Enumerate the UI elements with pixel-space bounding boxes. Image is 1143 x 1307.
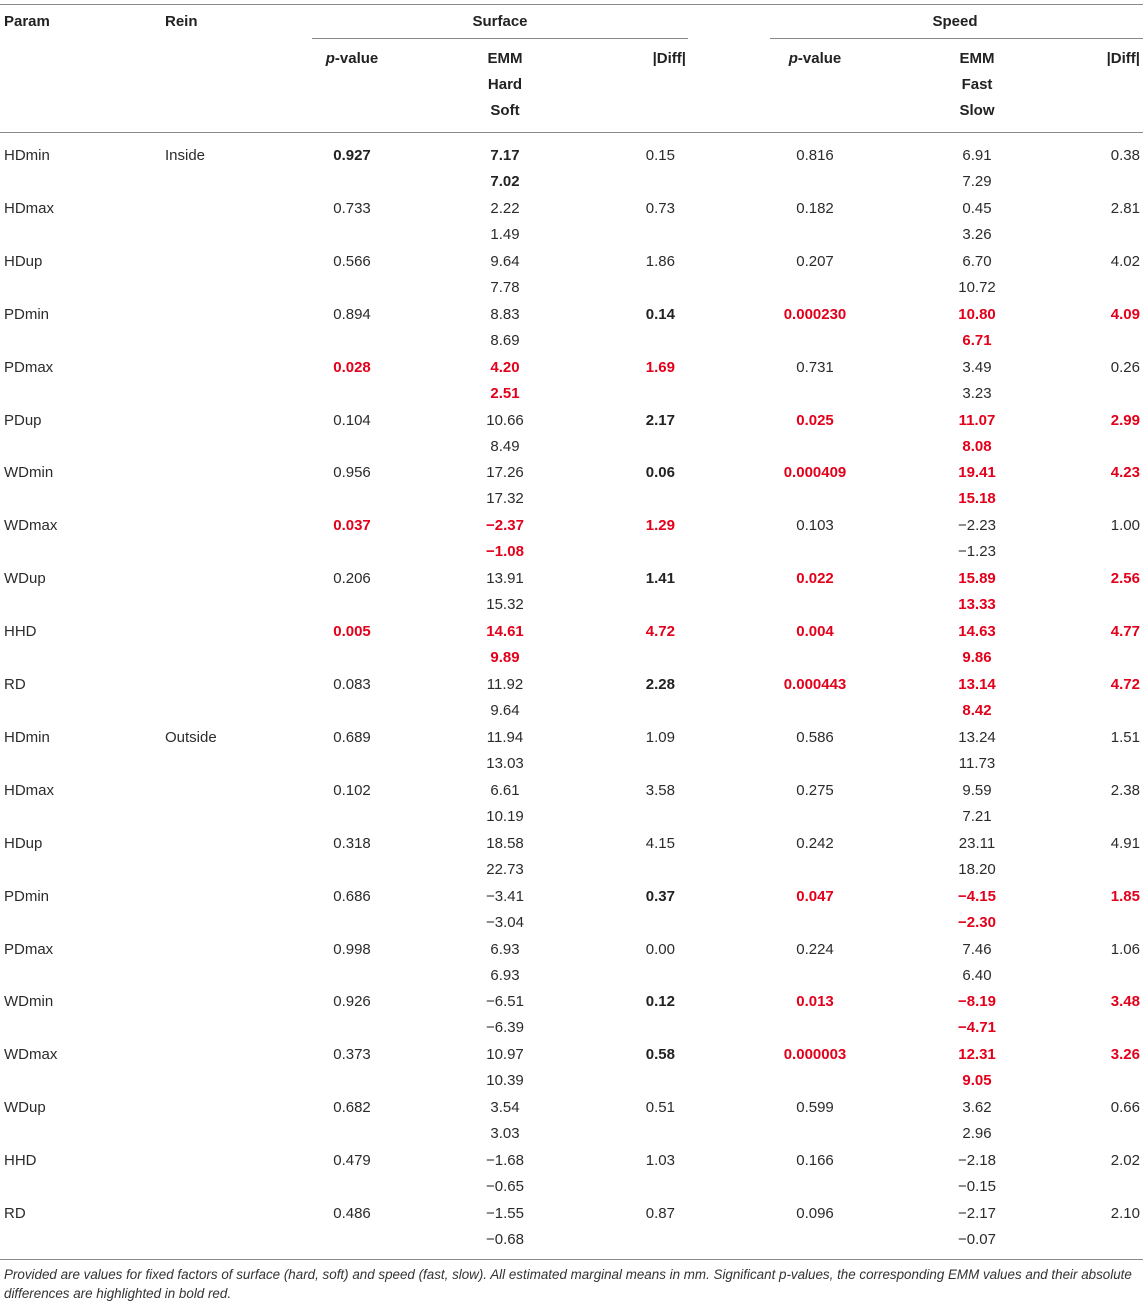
surface-emm-hard-cell: 6.61 <box>490 782 520 799</box>
speed-diff-cell: 0.66 <box>1110 1099 1140 1116</box>
surface-emm-soft-cell: 15.32 <box>486 596 524 613</box>
surface-emm-hard-cell: 17.26 <box>486 464 524 481</box>
speed-pvalue-cell: 0.025 <box>796 412 834 429</box>
speed-pvalue-cell: 0.047 <box>796 888 834 905</box>
speed-diff-cell: 4.23 <box>1110 464 1140 481</box>
header-bottom-rule <box>0 132 1143 133</box>
surface-emm-soft-cell: 3.03 <box>490 1125 520 1142</box>
surface-emm-hard-cell: 11.92 <box>486 676 524 693</box>
surface-emm-soft-cell: 7.78 <box>490 279 520 296</box>
speed-emm-fast-cell: 3.49 <box>962 359 992 376</box>
surface-emm-hard-cell: 6.93 <box>490 941 520 958</box>
surface-diff-cell: 1.86 <box>645 253 675 270</box>
speed-diff-cell: 4.91 <box>1110 835 1140 852</box>
surface-pvalue-cell: 0.479 <box>333 1152 371 1169</box>
header-param: Param <box>4 13 50 30</box>
surface-emm-hard-cell: 3.54 <box>490 1099 520 1116</box>
speed-pvalue-cell: 0.022 <box>796 570 834 587</box>
speed-pvalue-cell: 0.004 <box>796 623 834 640</box>
surface-diff-cell: 1.03 <box>645 1152 675 1169</box>
table-footnote: Provided are values for fixed factors of surface (hard, soft) and speed (fast, slow). All estimated marginal means in mm. Significant p-values, the corresponding EMM values and their absolute differences are highlighted in bold red. <box>4 1267 1132 1301</box>
surface-emm-soft-cell: −3.04 <box>486 914 524 931</box>
surface-diff-cell: 0.37 <box>645 888 675 905</box>
surface-diff-cell: 0.00 <box>645 941 675 958</box>
param-cell: HDmin <box>4 729 50 746</box>
param-cell: WDmin <box>4 993 54 1010</box>
surface-emm-soft-cell: 2.51 <box>490 385 520 402</box>
speed-emm-slow-cell: 3.26 <box>962 226 992 243</box>
param-cell: PDup <box>4 412 42 429</box>
surface-emm-soft-cell: 8.49 <box>490 438 520 455</box>
speed-emm-slow-cell: 13.33 <box>958 596 996 613</box>
speed-pvalue-cell: 0.000230 <box>783 306 847 323</box>
surface-diff-cell: 2.17 <box>645 412 675 429</box>
surface-emm-soft-cell: −1.08 <box>486 543 524 560</box>
surface-pvalue-cell: 0.104 <box>333 412 371 429</box>
param-cell: WDmax <box>4 517 58 534</box>
speed-emm-fast-cell: 7.46 <box>962 941 992 958</box>
speed-emm-fast-cell: 12.31 <box>958 1046 996 1063</box>
surface-diff-cell: 0.58 <box>645 1046 675 1063</box>
surface-emm-hard-cell: −3.41 <box>486 888 524 905</box>
surface-emm-hard-cell: 4.20 <box>490 359 520 376</box>
surface-pvalue-cell: 0.682 <box>333 1099 371 1116</box>
speed-pvalue-cell: 0.182 <box>796 200 834 217</box>
surface-pvalue-cell: 0.998 <box>333 941 371 958</box>
surface-pvalue-cell: 0.926 <box>333 993 371 1010</box>
speed-emm-fast-cell: 14.63 <box>958 623 996 640</box>
surface-diff-cell: 3.58 <box>645 782 675 799</box>
param-cell: HDup <box>4 835 43 852</box>
speed-emm-slow-cell: 8.42 <box>962 702 992 719</box>
speed-emm-slow-cell: 2.96 <box>962 1125 992 1142</box>
param-cell: WDmax <box>4 1046 58 1063</box>
surface-emm-hard-cell: 13.91 <box>486 570 524 587</box>
surface-emm-hard-cell: 11.94 <box>486 729 524 746</box>
surface-diff-cell: 0.14 <box>645 306 675 323</box>
speed-emm-slow-cell: 18.20 <box>958 861 996 878</box>
rein-cell: Outside <box>165 729 217 746</box>
surface-emm-soft-cell: 10.39 <box>486 1072 524 1089</box>
surface-emm-soft-cell: 22.73 <box>486 861 524 878</box>
surface-emm-soft-cell: 9.89 <box>490 649 520 666</box>
speed-emm-fast-cell: 6.70 <box>962 253 992 270</box>
speed-diff-cell: 4.77 <box>1110 623 1140 640</box>
speed-pvalue-cell: 0.000443 <box>783 676 847 693</box>
surface-emm-hard-cell: 18.58 <box>486 835 524 852</box>
speed-diff-cell: 4.02 <box>1110 253 1140 270</box>
speed-diff-cell: 1.00 <box>1110 517 1140 534</box>
speed-diff-cell: 2.56 <box>1110 570 1140 587</box>
surface-emm-hard-cell: −1.55 <box>486 1205 524 1222</box>
speed-diff-cell: 3.26 <box>1110 1046 1140 1063</box>
speed-diff-cell: 2.38 <box>1110 782 1140 799</box>
speed-diff-cell: 1.85 <box>1110 888 1140 905</box>
speed-emm-fast-cell: 13.24 <box>958 729 996 746</box>
surface-diff-cell: 0.06 <box>645 464 675 481</box>
speed-emm-slow-cell: 7.21 <box>962 808 992 825</box>
param-cell: PDmin <box>4 888 50 905</box>
surface-diff-cell: 4.72 <box>645 623 675 640</box>
speed-emm-slow-cell: 9.86 <box>962 649 992 666</box>
surface-diff-cell: 1.69 <box>645 359 675 376</box>
rein-cell: Inside <box>165 147 206 164</box>
speed-pvalue-cell: 0.242 <box>796 835 834 852</box>
surface-emm-hard-cell: 14.61 <box>486 623 524 640</box>
speed-emm-fast-cell: 13.14 <box>958 676 996 693</box>
surface-emm-hard-cell: 9.64 <box>490 253 520 270</box>
surface-diff-cell: 0.51 <box>645 1099 675 1116</box>
header-speed: Speed <box>932 13 978 30</box>
surface-emm-soft-cell: 13.03 <box>486 755 524 772</box>
speed-diff-cell: 2.10 <box>1110 1205 1140 1222</box>
speed-pvalue-cell: 0.816 <box>796 147 834 164</box>
surface-diff-cell: 0.12 <box>645 993 675 1010</box>
header-surface-soft: Soft <box>490 102 520 119</box>
surface-diff-cell: 1.29 <box>645 517 675 534</box>
param-cell: WDup <box>4 570 46 587</box>
surface-emm-hard-cell: −1.68 <box>486 1152 524 1169</box>
speed-emm-slow-cell: 6.71 <box>962 332 992 349</box>
surface-emm-hard-cell: 10.66 <box>486 412 524 429</box>
param-cell: WDup <box>4 1099 46 1116</box>
surface-emm-soft-cell: 7.02 <box>490 173 520 190</box>
surface-emm-hard-cell: 2.22 <box>490 200 520 217</box>
speed-emm-slow-cell: 3.23 <box>962 385 992 402</box>
surface-emm-hard-cell: −6.51 <box>486 993 524 1010</box>
speed-emm-slow-cell: −0.15 <box>958 1178 996 1195</box>
speed-span-rule <box>770 38 1143 39</box>
param-cell: HDup <box>4 253 43 270</box>
speed-emm-fast-cell: 23.11 <box>958 835 996 852</box>
speed-emm-fast-cell: 10.80 <box>958 306 996 323</box>
speed-pvalue-cell: 0.586 <box>796 729 834 746</box>
param-cell: PDmax <box>4 359 54 376</box>
header-surface-pvalue: p-value <box>325 50 379 67</box>
speed-emm-fast-cell: −4.15 <box>958 888 996 905</box>
surface-emm-soft-cell: 6.93 <box>490 967 520 984</box>
surface-diff-cell: 2.28 <box>645 676 675 693</box>
header-speed-diff: |Diff| <box>1106 50 1140 67</box>
speed-emm-slow-cell: 10.72 <box>958 279 996 296</box>
speed-diff-cell: 2.81 <box>1110 200 1140 217</box>
speed-emm-fast-cell: 6.91 <box>962 147 992 164</box>
surface-emm-soft-cell: −6.39 <box>486 1019 524 1036</box>
header-speed-fast: Fast <box>961 76 993 93</box>
header-surface-hard: Hard <box>487 76 523 93</box>
bottom-rule <box>0 1259 1143 1260</box>
surface-pvalue-cell: 0.373 <box>333 1046 371 1063</box>
speed-pvalue-cell: 0.013 <box>796 993 834 1010</box>
surface-emm-soft-cell: 8.69 <box>490 332 520 349</box>
speed-pvalue-cell: 0.207 <box>796 253 834 270</box>
speed-diff-cell: 0.38 <box>1110 147 1140 164</box>
surface-emm-hard-cell: 7.17 <box>490 147 520 164</box>
speed-emm-fast-cell: −2.18 <box>958 1152 996 1169</box>
speed-emm-slow-cell: 15.18 <box>958 490 996 507</box>
speed-emm-slow-cell: 11.73 <box>958 755 996 772</box>
surface-pvalue-cell: 0.028 <box>333 359 371 376</box>
speed-pvalue-cell: 0.166 <box>796 1152 834 1169</box>
top-rule <box>0 4 1143 5</box>
surface-pvalue-cell: 0.005 <box>333 623 371 640</box>
param-cell: WDmin <box>4 464 54 481</box>
header-rein: Rein <box>165 13 198 30</box>
speed-diff-cell: 1.06 <box>1110 941 1140 958</box>
speed-pvalue-cell: 0.000003 <box>783 1046 847 1063</box>
surface-diff-cell: 1.41 <box>645 570 675 587</box>
surface-emm-soft-cell: 1.49 <box>490 226 520 243</box>
surface-diff-cell: 0.73 <box>645 200 675 217</box>
surface-diff-cell: 1.09 <box>645 729 675 746</box>
param-cell: HHD <box>4 1152 37 1169</box>
speed-diff-cell: 3.48 <box>1110 993 1140 1010</box>
surface-pvalue-cell: 0.566 <box>333 253 371 270</box>
speed-emm-fast-cell: 11.07 <box>958 412 996 429</box>
param-cell: HDmax <box>4 200 55 217</box>
surface-pvalue-cell: 0.956 <box>333 464 371 481</box>
speed-emm-slow-cell: 7.29 <box>962 173 992 190</box>
speed-diff-cell: 0.26 <box>1110 359 1140 376</box>
surface-emm-soft-cell: −0.65 <box>486 1178 524 1195</box>
param-cell: HDmax <box>4 782 55 799</box>
speed-emm-slow-cell: 6.40 <box>962 967 992 984</box>
speed-emm-fast-cell: 15.89 <box>958 570 996 587</box>
surface-emm-hard-cell: 10.97 <box>486 1046 524 1063</box>
param-cell: PDmax <box>4 941 54 958</box>
param-cell: RD <box>4 676 26 693</box>
surface-pvalue-cell: 0.083 <box>333 676 371 693</box>
speed-emm-fast-cell: −2.17 <box>958 1205 996 1222</box>
surface-span-rule <box>312 38 688 39</box>
speed-emm-slow-cell: −1.23 <box>958 543 996 560</box>
speed-pvalue-cell: 0.000409 <box>783 464 847 481</box>
surface-pvalue-cell: 0.733 <box>333 200 371 217</box>
surface-emm-soft-cell: −0.68 <box>486 1231 524 1248</box>
speed-pvalue-cell: 0.224 <box>796 941 834 958</box>
speed-emm-fast-cell: 19.41 <box>958 464 996 481</box>
speed-emm-slow-cell: −4.71 <box>958 1019 996 1036</box>
speed-pvalue-cell: 0.599 <box>796 1099 834 1116</box>
speed-emm-slow-cell: −2.30 <box>958 914 996 931</box>
surface-pvalue-cell: 0.927 <box>333 147 371 164</box>
surface-pvalue-cell: 0.102 <box>333 782 371 799</box>
speed-pvalue-cell: 0.103 <box>796 517 834 534</box>
header-speed-pvalue: p-value <box>788 50 842 67</box>
header-speed-emm: EMM <box>959 50 995 67</box>
speed-emm-slow-cell: 9.05 <box>962 1072 992 1089</box>
speed-diff-cell: 1.51 <box>1110 729 1140 746</box>
speed-emm-slow-cell: 8.08 <box>962 438 992 455</box>
speed-emm-fast-cell: 0.45 <box>962 200 992 217</box>
speed-pvalue-cell: 0.275 <box>796 782 834 799</box>
speed-emm-fast-cell: −2.23 <box>958 517 996 534</box>
speed-pvalue-cell: 0.096 <box>796 1205 834 1222</box>
surface-pvalue-cell: 0.037 <box>333 517 371 534</box>
speed-pvalue-cell: 0.731 <box>796 359 834 376</box>
speed-diff-cell: 4.72 <box>1110 676 1140 693</box>
surface-pvalue-cell: 0.206 <box>333 570 371 587</box>
surface-diff-cell: 0.87 <box>645 1205 675 1222</box>
surface-emm-hard-cell: −2.37 <box>486 517 524 534</box>
surface-emm-soft-cell: 9.64 <box>490 702 520 719</box>
header-surface-diff: |Diff| <box>652 50 686 67</box>
param-cell: HHD <box>4 623 37 640</box>
surface-emm-soft-cell: 10.19 <box>486 808 524 825</box>
speed-diff-cell: 2.99 <box>1110 412 1140 429</box>
param-cell: RD <box>4 1205 26 1222</box>
speed-diff-cell: 4.09 <box>1110 306 1140 323</box>
speed-emm-slow-cell: −0.07 <box>958 1231 996 1248</box>
surface-pvalue-cell: 0.894 <box>333 306 371 323</box>
surface-pvalue-cell: 0.318 <box>333 835 371 852</box>
surface-diff-cell: 0.15 <box>645 147 675 164</box>
header-speed-slow: Slow <box>959 102 995 119</box>
speed-emm-fast-cell: 9.59 <box>962 782 992 799</box>
surface-emm-hard-cell: 8.83 <box>490 306 520 323</box>
surface-diff-cell: 4.15 <box>645 835 675 852</box>
header-surface: Surface <box>472 13 528 30</box>
surface-pvalue-cell: 0.486 <box>333 1205 371 1222</box>
surface-pvalue-cell: 0.689 <box>333 729 371 746</box>
surface-emm-soft-cell: 17.32 <box>486 490 524 507</box>
param-cell: PDmin <box>4 306 50 323</box>
param-cell: HDmin <box>4 147 50 164</box>
surface-pvalue-cell: 0.686 <box>333 888 371 905</box>
speed-emm-fast-cell: −8.19 <box>958 993 996 1010</box>
speed-diff-cell: 2.02 <box>1110 1152 1140 1169</box>
header-surface-emm: EMM <box>487 50 523 67</box>
speed-emm-fast-cell: 3.62 <box>962 1099 992 1116</box>
